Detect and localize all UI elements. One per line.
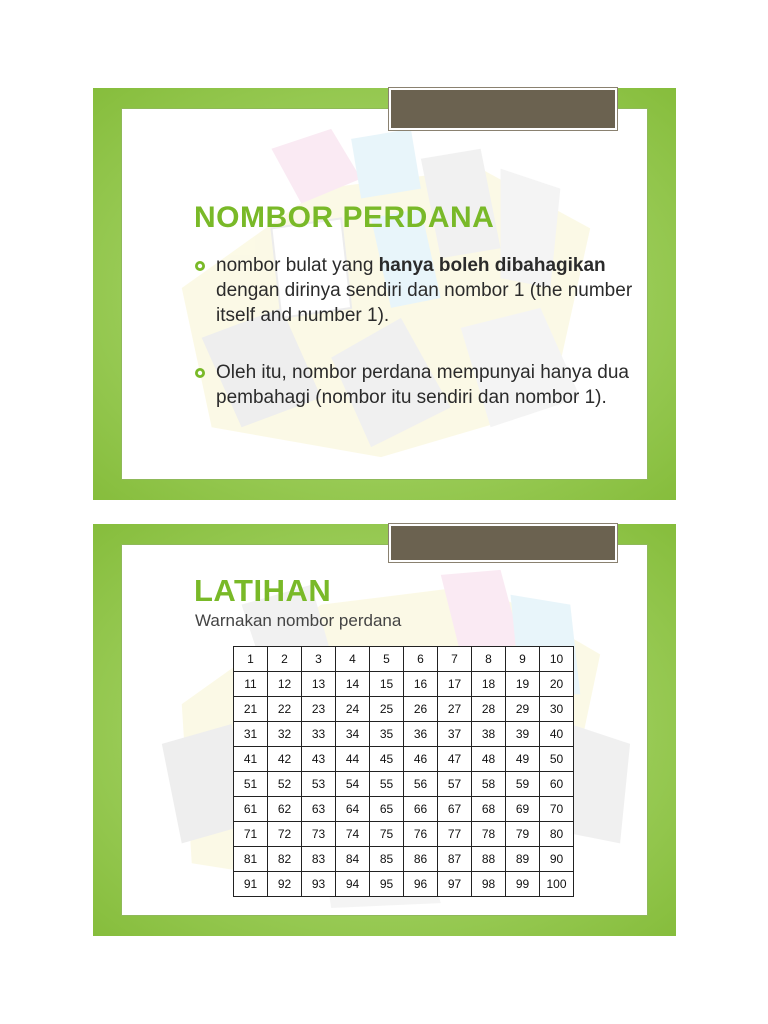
slide-latihan xyxy=(93,524,676,936)
grid-cell[interactable]: 20 xyxy=(540,672,574,697)
grid-cell[interactable]: 9 xyxy=(506,647,540,672)
grid-cell[interactable]: 44 xyxy=(336,747,370,772)
grid-cell[interactable]: 58 xyxy=(472,772,506,797)
grid-cell[interactable]: 48 xyxy=(472,747,506,772)
grid-cell[interactable]: 52 xyxy=(268,772,302,797)
grid-cell[interactable]: 40 xyxy=(540,722,574,747)
grid-row xyxy=(234,697,574,722)
bullet-list xyxy=(194,253,634,442)
grid-cell[interactable]: 95 xyxy=(370,872,404,897)
title-tab-decoration xyxy=(389,524,617,562)
grid-cell[interactable]: 78 xyxy=(472,822,506,847)
grid-cell[interactable]: 84 xyxy=(336,847,370,872)
grid-cell[interactable]: 55 xyxy=(370,772,404,797)
grid-cell[interactable]: 60 xyxy=(540,772,574,797)
ring-bullet-icon xyxy=(194,260,206,272)
grid-cell[interactable]: 10 xyxy=(540,647,574,672)
grid-row xyxy=(234,872,574,897)
grid-cell[interactable]: 64 xyxy=(336,797,370,822)
grid-cell[interactable]: 62 xyxy=(268,797,302,822)
grid-cell[interactable]: 29 xyxy=(506,697,540,722)
grid-cell[interactable]: 51 xyxy=(234,772,268,797)
grid-cell[interactable]: 75 xyxy=(370,822,404,847)
grid-cell[interactable]: 93 xyxy=(302,872,336,897)
grid-cell[interactable]: 81 xyxy=(234,847,268,872)
grid-cell[interactable]: 59 xyxy=(506,772,540,797)
number-grid-table xyxy=(233,646,574,897)
grid-cell[interactable]: 47 xyxy=(438,747,472,772)
grid-row xyxy=(234,822,574,847)
grid-cell[interactable]: 3 xyxy=(302,647,336,672)
grid-cell[interactable]: 19 xyxy=(506,672,540,697)
grid-cell[interactable]: 14 xyxy=(336,672,370,697)
ring-bullet-icon xyxy=(194,367,206,379)
bullet-item-divisors xyxy=(194,360,634,410)
slide-title: LATIHAN xyxy=(194,573,332,608)
grid-cell[interactable]: 53 xyxy=(302,772,336,797)
grid-cell[interactable]: 13 xyxy=(302,672,336,697)
grid-cell[interactable]: 99 xyxy=(506,872,540,897)
grid-cell[interactable]: 63 xyxy=(302,797,336,822)
grid-cell[interactable]: 100 xyxy=(540,872,574,897)
grid-cell[interactable]: 35 xyxy=(370,722,404,747)
slide-nombor-perdana xyxy=(93,88,676,500)
grid-cell[interactable]: 39 xyxy=(506,722,540,747)
grid-cell[interactable]: 42 xyxy=(268,747,302,772)
grid-cell[interactable]: 97 xyxy=(438,872,472,897)
grid-cell[interactable]: 98 xyxy=(472,872,506,897)
grid-cell[interactable]: 90 xyxy=(540,847,574,872)
slide-subtitle: Warnakan nombor perdana xyxy=(195,611,402,630)
slide-panel xyxy=(121,544,648,916)
grid-cell[interactable]: 57 xyxy=(438,772,472,797)
title-tab-decoration xyxy=(389,88,617,130)
grid-cell[interactable]: 34 xyxy=(336,722,370,747)
grid-cell[interactable]: 23 xyxy=(302,697,336,722)
grid-cell[interactable]: 36 xyxy=(404,722,438,747)
grid-cell[interactable]: 33 xyxy=(302,722,336,747)
grid-cell[interactable]: 12 xyxy=(268,672,302,697)
grid-cell[interactable]: 72 xyxy=(268,822,302,847)
grid-cell[interactable]: 94 xyxy=(336,872,370,897)
grid-cell[interactable]: 56 xyxy=(404,772,438,797)
grid-cell[interactable]: 46 xyxy=(404,747,438,772)
grid-cell[interactable]: 6 xyxy=(404,647,438,672)
bullet-item-definition xyxy=(194,253,634,328)
bullet-text-bold: hanya boleh dibahagikan xyxy=(378,255,606,276)
grid-row xyxy=(234,847,574,872)
grid-cell[interactable]: 15 xyxy=(370,672,404,697)
grid-cell[interactable]: 50 xyxy=(540,747,574,772)
grid-row xyxy=(234,722,574,747)
grid-cell[interactable]: 18 xyxy=(472,672,506,697)
grid-cell[interactable]: 41 xyxy=(234,747,268,772)
grid-cell[interactable]: 5 xyxy=(370,647,404,672)
grid-cell[interactable]: 25 xyxy=(370,697,404,722)
grid-cell[interactable]: 30 xyxy=(540,697,574,722)
grid-cell[interactable]: 32 xyxy=(268,722,302,747)
grid-cell[interactable]: 85 xyxy=(370,847,404,872)
grid-cell[interactable]: 8 xyxy=(472,647,506,672)
grid-cell[interactable]: 80 xyxy=(540,822,574,847)
grid-cell[interactable]: 37 xyxy=(438,722,472,747)
grid-cell[interactable]: 73 xyxy=(302,822,336,847)
grid-cell[interactable]: 76 xyxy=(404,822,438,847)
grid-cell[interactable]: 4 xyxy=(336,647,370,672)
grid-cell[interactable]: 71 xyxy=(234,822,268,847)
slide-panel xyxy=(121,108,648,480)
grid-row xyxy=(234,672,574,697)
grid-cell[interactable]: 38 xyxy=(472,722,506,747)
grid-cell[interactable]: 54 xyxy=(336,772,370,797)
grid-cell[interactable]: 87 xyxy=(438,847,472,872)
grid-cell[interactable]: 66 xyxy=(404,797,438,822)
grid-cell[interactable]: 2 xyxy=(268,647,302,672)
grid-cell[interactable]: 7 xyxy=(438,647,472,672)
bullet-text-pre: nombor bulat yang xyxy=(216,255,379,276)
grid-row xyxy=(234,747,574,772)
grid-cell[interactable]: 61 xyxy=(234,797,268,822)
bullet-text-post: dengan dirinya sendiri dan nombor 1 (the number itself and number 1). xyxy=(216,280,633,326)
grid-cell[interactable]: 69 xyxy=(506,797,540,822)
slide-title: NOMBOR PERDANA xyxy=(194,201,495,234)
grid-cell[interactable]: 1 xyxy=(234,647,268,672)
grid-cell[interactable]: 86 xyxy=(404,847,438,872)
grid-cell[interactable]: 17 xyxy=(438,672,472,697)
grid-cell[interactable]: 88 xyxy=(472,847,506,872)
grid-cell[interactable]: 49 xyxy=(506,747,540,772)
grid-cell[interactable]: 31 xyxy=(234,722,268,747)
grid-cell[interactable]: 70 xyxy=(540,797,574,822)
grid-cell[interactable]: 43 xyxy=(302,747,336,772)
grid-cell[interactable]: 68 xyxy=(472,797,506,822)
grid-cell[interactable]: 22 xyxy=(268,697,302,722)
grid-cell[interactable]: 27 xyxy=(438,697,472,722)
grid-cell[interactable]: 82 xyxy=(268,847,302,872)
grid-row xyxy=(234,772,574,797)
grid-cell[interactable]: 77 xyxy=(438,822,472,847)
bullet-text: Oleh itu, nombor perdana mempunyai hanya dua pembahagi (nombor itu sendiri dan nombor 1). xyxy=(216,362,629,408)
grid-row xyxy=(234,647,574,672)
grid-cell[interactable]: 91 xyxy=(234,872,268,897)
grid-cell[interactable]: 79 xyxy=(506,822,540,847)
grid-cell[interactable]: 21 xyxy=(234,697,268,722)
grid-cell[interactable]: 45 xyxy=(370,747,404,772)
grid-cell[interactable]: 96 xyxy=(404,872,438,897)
grid-cell[interactable]: 26 xyxy=(404,697,438,722)
grid-cell[interactable]: 83 xyxy=(302,847,336,872)
grid-cell[interactable]: 16 xyxy=(404,672,438,697)
grid-cell[interactable]: 24 xyxy=(336,697,370,722)
grid-row xyxy=(234,797,574,822)
grid-cell[interactable]: 28 xyxy=(472,697,506,722)
grid-cell[interactable]: 89 xyxy=(506,847,540,872)
grid-cell[interactable]: 65 xyxy=(370,797,404,822)
grid-cell[interactable]: 92 xyxy=(268,872,302,897)
grid-cell[interactable]: 74 xyxy=(336,822,370,847)
grid-cell[interactable]: 67 xyxy=(438,797,472,822)
grid-cell[interactable]: 11 xyxy=(234,672,268,697)
